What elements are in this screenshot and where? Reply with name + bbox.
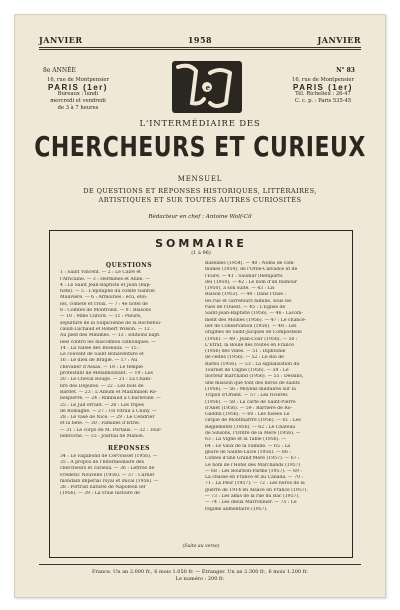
masthead-mensuel: MENSUEL bbox=[177, 175, 223, 183]
sommaire-line: 71 : La Peur (1957). — 72 : Les héros de la bbox=[205, 481, 305, 487]
sommaire-line: 25 : Le Juif errant. — 26 : Les tripes bbox=[60, 402, 145, 408]
sommaire-line: 16 : Le dieu de Bragie. — 17 : Au bbox=[60, 358, 138, 364]
sommaire-line: chercheurs et curieux. — 36 : Lettres de bbox=[60, 466, 155, 472]
sommaire-line: Le couvent de Saint Bonaventure et bbox=[60, 352, 144, 358]
sommaire-line: 4 : Le Saint Jean-Baptiste et Jean (Bap- bbox=[60, 282, 151, 288]
sommaire-line: (1956). — 39 : La vraie histoire de bbox=[60, 491, 140, 497]
sommaire-line: cirque de Montmartre (1956). — 61 : Les bbox=[205, 418, 301, 424]
sommaire-line: mondain impérial royal et ducal (1956). — bbox=[60, 478, 159, 484]
sommaire-right-column bbox=[205, 261, 343, 513]
reponses-continued-list bbox=[205, 261, 343, 513]
sommaire-line: bre des Députés. — 22 : Les bols de bbox=[60, 383, 144, 389]
sommaire-line: Bazeilles (1954). — 40 : Noms de com- bbox=[205, 261, 296, 266]
sommaire-line: Saint-Jean-Baptiste (1956). — 46 : Lacom- bbox=[205, 311, 303, 317]
sommaire-box bbox=[49, 230, 353, 558]
subscription-prices: France. Un an 2.000 fr., 6 mois 1.050 fr. — Étranger. Un an 2.300 fr., 6 mois 1.200 fr. Le numéro : 200 fr. bbox=[92, 569, 308, 582]
sommaire-line: bespierre. — 24 : Rimbaud à Charleville. — bbox=[60, 396, 161, 402]
masthead-subtitle: L'INTERMÉDIAIRE DES bbox=[139, 119, 261, 129]
sommaire-line: Le nom de l'Hôtel des Marchands (1957) bbox=[205, 462, 301, 468]
sommaire-line: 64 : Le Vaux de la Famille. — 65 : La bbox=[205, 443, 291, 449]
sommaire-line: Mauvière. — 6 : Armoiries : écu, étoi- bbox=[60, 295, 148, 301]
sommaire-line: La chasse en France et au Canada. — 70 : bbox=[205, 475, 304, 481]
sommaire-line: Barbu (1956). — 53 : La signalisation du bbox=[205, 361, 300, 367]
tagline-line1: DE QUESTIONS ET RÉPONSES HISTORIQUES, LITTÉRAIRES, bbox=[83, 187, 317, 195]
sommaire-line: 8 : Comtes de Montrond. — 9 : Blasons bbox=[60, 308, 152, 314]
sommaire-line: sépulture de la Sulpicienne de la Rochefou- bbox=[60, 320, 162, 326]
journal-cover bbox=[14, 14, 386, 598]
sommaire-line: 20 : Le Cheval Rouge. — 21 : La Cham- bbox=[60, 377, 152, 383]
sommaire-line: (1950), à son suite. — 43 : Lis bbox=[205, 286, 275, 292]
sommaire-line: les rue et carrefours famille, sous les bbox=[205, 298, 292, 304]
sommaire-line: 38 : Portrait naturel de Napoléon Ier bbox=[60, 485, 146, 491]
sommaire-line: 63 : La Vigne et la Table (1956). — bbox=[205, 437, 286, 443]
sommaire-line: 28 : Le vase de Nice. — 29 : Le Cendrier bbox=[60, 415, 155, 421]
journal-logo bbox=[170, 59, 244, 115]
reponses-heading: RÉPONSES bbox=[107, 445, 151, 453]
sommaire-line: munes (1954), de l'Orne-Calvados et de bbox=[205, 267, 298, 273]
sommaire-line: les, comète et croix. — 7 : 4e hôtel de bbox=[60, 301, 148, 307]
sommaire-line: protestant de Ménilmontant. — 19 : Les bbox=[60, 371, 153, 377]
sommaire-title: SOMMAIRE bbox=[155, 237, 247, 250]
sommaire-line: 34 : Le vagabond de Cervoisset (1956). — bbox=[60, 453, 158, 459]
sommaire-line: (1956) des villes. — 51 : Diphtonie bbox=[205, 349, 286, 355]
sommaire-line: l'Eure. — 41 : Saumur (Remparts bbox=[205, 273, 283, 279]
sommaire-line: de celtes (1956). — 52 : Le Roi de bbox=[205, 355, 284, 361]
sommaire-line: Gaddin (1956). — 60 : Les fusées Le bbox=[205, 412, 290, 418]
sommaire-pages: (1 à 96) bbox=[191, 250, 211, 256]
sommaire-line: 1 : Saint Vincent. — 2 : Le Caïre et bbox=[60, 270, 142, 276]
sommaire-line: 35 : A propos de l'Intermédiaire des bbox=[60, 459, 144, 465]
sommaire-line: tiste). — 5 : L'épitaphe du comte Gabriel bbox=[60, 289, 155, 295]
sommaire-line: (1956). — 49 : Jean-Cour (1956). — 50 : bbox=[205, 336, 298, 342]
sommaire-left-column bbox=[60, 261, 198, 498]
sommaire-line: une mission que font des héros de saints bbox=[205, 380, 300, 386]
month-right: JANVIER bbox=[317, 35, 361, 45]
address-right: 16, rue de Montpensier PARIS (1er) Tél. Richelieu : 26-47 C. c. p. : Paris 535-45 bbox=[292, 77, 354, 104]
sommaire-line: Blason (1953). — 44 : Dans l'Oise : bbox=[205, 292, 286, 298]
editor-in-chief: Rédacteur en chef : Antoine Wolf-Cil bbox=[148, 214, 252, 220]
sommaire-line: d'Anet (1956). — 59 : Barrière de Ro- bbox=[205, 405, 293, 411]
sommaire-line: Au pied des Minimes. — 13 : Éditions bapt. bbox=[60, 333, 161, 339]
sommaire-line: (1956). — 56 : Moyens militaires sur la bbox=[205, 386, 296, 392]
issue-number: N° 83 bbox=[336, 67, 355, 74]
sommaire-line: Frédéric Nouvelle (1956). — 37 : Carnet bbox=[60, 472, 155, 478]
volume-year: 8e ANNÉE bbox=[43, 67, 76, 74]
sommaire-line: Tournet de Cligne (1956). — 54 : Le bbox=[205, 368, 289, 374]
sommaire-line: et la bête. — 30 : Familles d'Istrie. bbox=[60, 421, 141, 427]
continued-note: (Suite au verso) bbox=[182, 544, 220, 549]
month-left: JANVIER bbox=[39, 35, 83, 45]
sommaire-line: lier de Conservation (1956). — 48 : Les bbox=[205, 323, 297, 329]
sommaire-line: lées contre les miscomtés catholiques. — bbox=[60, 339, 156, 345]
sommaire-line: L'Etrat, la Boule des routes en France bbox=[205, 342, 294, 348]
top-rule bbox=[39, 47, 361, 48]
sommaire-line: nebroche. — 33 : Journal de Manon. bbox=[60, 434, 145, 440]
sommaire-line: gloire de Sainte-Lucie (1956). — 66 : bbox=[205, 449, 291, 455]
top-rule-double bbox=[39, 49, 361, 50]
sommaire-line: Tripoli d'Orient. — 57 : Les rivières bbox=[205, 393, 288, 399]
sommaire-line: l'Africaine. — 3 : Hermines et Anne. — bbox=[60, 276, 150, 282]
sommaire-line: ment des Moines (1956). — 47 : Le chance- bbox=[205, 317, 307, 323]
tagline-line2: ARTISTIQUES ET SUR TOUTES AUTRES CURIOSITÉS bbox=[98, 196, 302, 204]
sommaire-line: de) (1950). — 42 : Le nom d'un humour bbox=[205, 279, 298, 285]
bottom-rule bbox=[39, 564, 361, 565]
sommaire-line: rues de l'Ouest. — 45 : L'Eglise de bbox=[205, 305, 286, 311]
sommaire-line: — 74 : Les dieux Marronnier. — 75 : Le bbox=[205, 500, 297, 506]
questions-heading: QUESTIONS bbox=[105, 262, 153, 269]
masthead-title: CHERCHEURS ET CURIEUX bbox=[34, 132, 366, 164]
reponses-list bbox=[60, 454, 198, 498]
sommaire-line: (1956). — 58 : La carte de Saint-Pierre bbox=[205, 399, 296, 405]
sommaire-line: Contes d'une Grand'Mère (1957). — 67 : bbox=[205, 456, 300, 462]
sommaire-line: docteur marchand (1956). — 55 : Dessins, bbox=[205, 374, 304, 380]
year: 1958 bbox=[187, 35, 213, 45]
sommaire-line: — 68 : Les Bourbon-Parme (1957). — 69 : bbox=[205, 468, 302, 474]
sommaire-line: régime alimentaire (1957). bbox=[205, 506, 268, 512]
questions-list bbox=[60, 270, 198, 440]
sommaire-line: chevalier d'Assas. — 18 : Le temple bbox=[60, 364, 143, 370]
sommaire-line: cauld-Luchaud et Robert Wilson. — 12 : bbox=[60, 326, 153, 332]
sommaire-line: origines de Saint-Jacques de Compostelle bbox=[205, 330, 302, 336]
sommaire-line: — 73 : Les amis de la rue du Bac (1957). bbox=[205, 493, 300, 499]
date-line bbox=[39, 35, 361, 45]
sommaire-line: de Romagne. — 27 : Un vitrail à Cluny. — bbox=[60, 408, 157, 414]
sommaire-line: Bardet. — 23 : L'Album et Maximilien Ro- bbox=[60, 389, 158, 395]
sommaire-line: 14 : La vallée des Roseaux. — 15 : bbox=[60, 345, 140, 351]
sommaire-line: — 31 : Le corps de M. Portalis. — 32 : Tour- bbox=[60, 427, 162, 433]
address-left: 16, rue de Montpensier PARIS (1er) Bureaux : lundi mercredi et vendredi de 3 à 7 heures bbox=[47, 77, 109, 111]
sommaire-line: — 10 : Mme Cliford. — 11 : Pleure, bbox=[60, 314, 142, 320]
sommaire-line: Réglements (1956). — 62 : Le Château bbox=[205, 424, 296, 430]
svg-text:L e I: L e I bbox=[198, 83, 216, 92]
sommaire-line: guerre de 1914 en Alsace en France (1957). bbox=[205, 487, 308, 493]
sommaire-line: de Sinsons, l'Ordre de la Mère (1956). — bbox=[205, 431, 301, 437]
